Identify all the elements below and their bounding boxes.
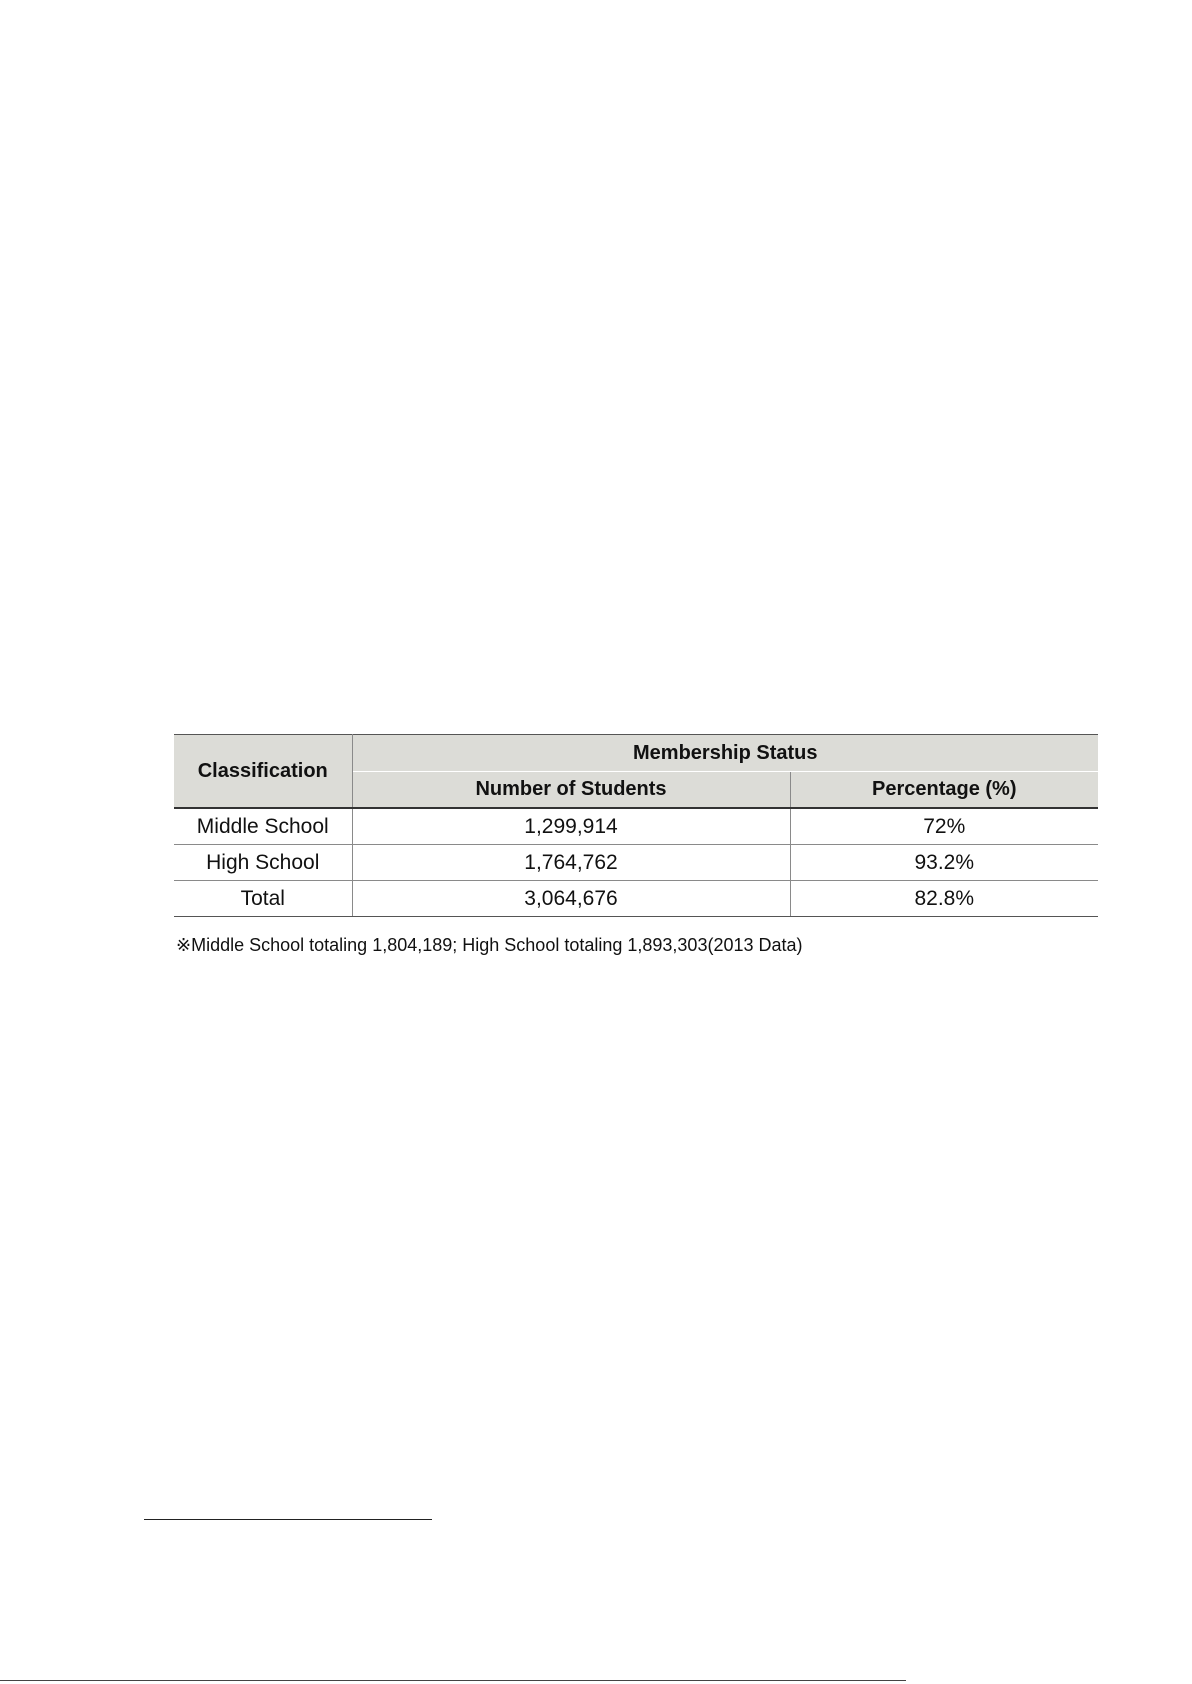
table-note: ※Middle School totaling 1,804,189; High School totaling 1,893,303(2013 Data) [176,935,803,955]
percentage-cell: 72% [790,808,1098,845]
percentage-cell: 82.8% [790,881,1098,917]
classification-cell: Total [174,881,352,917]
page-bottom-rule [0,1680,906,1681]
membership-status-header: Membership Status [352,735,1098,772]
classification-cell: Middle School [174,808,352,845]
table-header-row [174,735,1098,772]
table-row [174,845,1098,881]
membership-status-table [174,734,1098,917]
students-cell: 1,299,914 [352,808,790,845]
percentage-header: Percentage (%) [790,772,1098,809]
students-cell: 1,764,762 [352,845,790,881]
classification-cell: High School [174,845,352,881]
classification-header: Classification [174,735,352,809]
footnote-separator [144,1519,432,1520]
students-cell: 3,064,676 [352,881,790,917]
table-row [174,881,1098,917]
percentage-cell: 93.2% [790,845,1098,881]
table-row [174,808,1098,845]
number-of-students-header: Number of Students [352,772,790,809]
